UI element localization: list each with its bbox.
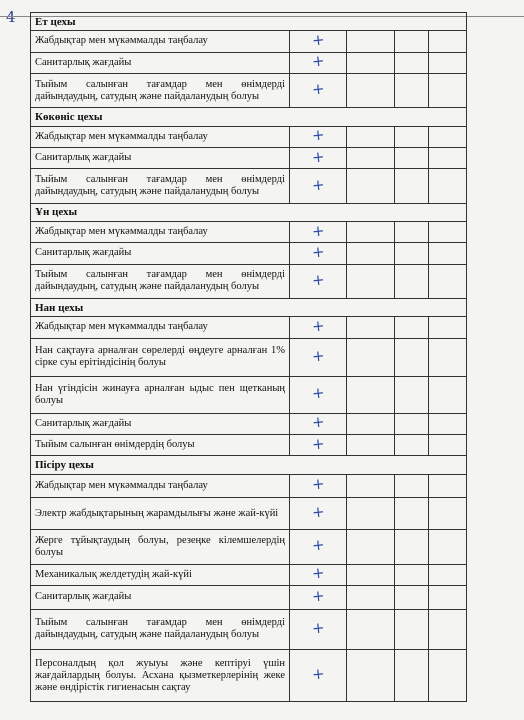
empty-cell-c: [429, 650, 467, 702]
checklist-row: [31, 264, 467, 298]
section-title: Көкөніс цехы: [31, 108, 467, 126]
checklist-row: [31, 147, 467, 168]
empty-cell-b: [395, 126, 429, 147]
page-number: 4: [6, 8, 16, 26]
section-header-row: [31, 203, 467, 221]
empty-cell-b: [395, 609, 429, 650]
compliance-mark-cell: [290, 474, 347, 498]
checklist-row: [31, 317, 467, 338]
empty-cell-a: [347, 169, 395, 203]
handwritten-plus-mark: +: [310, 502, 326, 522]
compliance-mark-cell: [290, 264, 347, 298]
checklist-row: [31, 169, 467, 203]
empty-cell-b: [395, 169, 429, 203]
compliance-mark-cell: [290, 609, 347, 650]
empty-cell-a: [347, 609, 395, 650]
compliance-mark-cell: [290, 498, 347, 530]
empty-cell-b: [395, 586, 429, 610]
checklist-item-label: Жабдықтар мен мүкәммалды таңбалау: [31, 317, 290, 338]
section-header-row: [31, 456, 467, 474]
compliance-mark-cell: [290, 243, 347, 264]
empty-cell-b: [395, 74, 429, 108]
empty-cell-b: [395, 474, 429, 498]
checklist-row: [31, 586, 467, 610]
checklist-item-label: Тыйым салынған тағамдар мен өнімдерді дайындаудың, сатудың және пайдаланудың болуы: [31, 74, 290, 108]
checklist-row: [31, 221, 467, 242]
handwritten-plus-mark: +: [310, 270, 326, 290]
empty-cell-a: [347, 126, 395, 147]
empty-cell-c: [429, 243, 467, 264]
empty-cell-b: [395, 435, 429, 456]
empty-cell-c: [429, 74, 467, 108]
checklist-row: [31, 52, 467, 73]
empty-cell-b: [395, 530, 429, 564]
checklist-row: [31, 126, 467, 147]
section-header-row: [31, 298, 467, 316]
handwritten-plus-mark: +: [310, 535, 326, 556]
empty-cell-b: [395, 264, 429, 298]
empty-cell-c: [429, 126, 467, 147]
checklist-body: [31, 13, 467, 702]
inspection-checklist: [30, 12, 466, 702]
handwritten-plus-mark: +: [310, 383, 326, 403]
empty-cell-b: [395, 243, 429, 264]
checklist-item-label: Жабдықтар мен мүкәммалды таңбалау: [31, 31, 290, 52]
checklist-row: [31, 564, 467, 585]
empty-cell-b: [395, 413, 429, 434]
compliance-mark-cell: [290, 31, 347, 52]
checklist-item-label: Санитарлық жағдайы: [31, 413, 290, 434]
empty-cell-c: [429, 31, 467, 52]
empty-cell-b: [395, 377, 429, 413]
empty-cell-a: [347, 586, 395, 610]
compliance-mark-cell: [290, 530, 347, 564]
checklist-item-label: Тыйым салынған өнімдердің болуы: [31, 435, 290, 456]
empty-cell-c: [429, 586, 467, 610]
empty-cell-c: [429, 498, 467, 530]
checklist-row: [31, 498, 467, 530]
checklist-item-label: Тыйым салынған тағамдар мен өнімдерді дайындаудың, сатудың және пайдаланудың болуы: [31, 609, 290, 650]
checklist-item-label: Нан сақтауға арналған сөрелерді өңдеуге арналған 1% сірке суы ерітіндісінің болуы: [31, 338, 290, 377]
empty-cell-a: [347, 221, 395, 242]
empty-cell-a: [347, 31, 395, 52]
handwritten-plus-mark: +: [310, 51, 326, 71]
checklist-item-label: Нан үгіндісін жинауға арналған ыдыс пен щетканың болуы: [31, 377, 290, 413]
checklist-row: [31, 474, 467, 498]
empty-cell-b: [395, 317, 429, 338]
section-title: Пісіру цехы: [31, 456, 467, 474]
empty-cell-c: [429, 338, 467, 377]
checklist-item-label: Персоналдың қол жуыуы және кептіруі үшін жағдайлардың болуы. Асхана қызметкерлерінің жеке және өндірістік гигиенасын сақтау: [31, 650, 290, 702]
empty-cell-b: [395, 338, 429, 377]
checklist-item-label: Жабдықтар мен мүкәммалды таңбалау: [31, 474, 290, 498]
handwritten-plus-mark: +: [310, 412, 326, 432]
handwritten-plus-mark: +: [310, 125, 326, 145]
empty-cell-b: [395, 650, 429, 702]
handwritten-plus-mark: +: [310, 242, 326, 262]
section-header-row: [31, 108, 467, 126]
checklist-row: [31, 74, 467, 108]
compliance-mark-cell: [290, 377, 347, 413]
handwritten-plus-mark: +: [310, 664, 326, 684]
empty-cell-b: [395, 221, 429, 242]
checklist-row: [31, 338, 467, 377]
section-title: Ет цехы: [31, 13, 467, 31]
empty-cell-a: [347, 74, 395, 108]
empty-cell-b: [395, 498, 429, 530]
checklist-item-label: Санитарлық жағдайы: [31, 52, 290, 73]
empty-cell-c: [429, 530, 467, 564]
empty-cell-a: [347, 413, 395, 434]
empty-cell-a: [347, 317, 395, 338]
compliance-mark-cell: [290, 169, 347, 203]
checklist-item-label: Тыйым салынған тағамдар мен өнімдерді дайындаудың, сатудың және пайдаланудың болуы: [31, 169, 290, 203]
empty-cell-c: [429, 169, 467, 203]
empty-cell-c: [429, 221, 467, 242]
section-title: Нан цехы: [31, 298, 467, 316]
compliance-mark-cell: [290, 147, 347, 168]
handwritten-plus-mark: +: [310, 174, 326, 195]
handwritten-plus-mark: +: [310, 346, 326, 366]
compliance-mark-cell: [290, 221, 347, 242]
handwritten-plus-mark: +: [310, 316, 326, 336]
empty-cell-a: [347, 435, 395, 456]
empty-cell-c: [429, 413, 467, 434]
empty-cell-c: [429, 147, 467, 168]
empty-cell-c: [429, 52, 467, 73]
empty-cell-c: [429, 609, 467, 650]
section-title: Ұн цехы: [31, 203, 467, 221]
handwritten-plus-mark: +: [310, 474, 326, 495]
empty-cell-c: [429, 264, 467, 298]
checklist-row: [31, 609, 467, 650]
checklist-item-label: Электр жабдықтарының жарамдылығы және жай-күйі: [31, 498, 290, 530]
empty-cell-c: [429, 564, 467, 585]
compliance-mark-cell: [290, 564, 347, 585]
handwritten-plus-mark: +: [310, 220, 326, 241]
empty-cell-a: [347, 530, 395, 564]
handwritten-plus-mark: +: [310, 147, 326, 167]
handwritten-plus-mark: +: [310, 563, 326, 583]
compliance-mark-cell: [290, 435, 347, 456]
compliance-mark-cell: [290, 52, 347, 73]
compliance-mark-cell: [290, 74, 347, 108]
empty-cell-a: [347, 147, 395, 168]
compliance-mark-cell: [290, 338, 347, 377]
checklist-row: [31, 650, 467, 702]
empty-cell-b: [395, 147, 429, 168]
empty-cell-a: [347, 377, 395, 413]
empty-cell-c: [429, 474, 467, 498]
empty-cell-a: [347, 650, 395, 702]
empty-cell-b: [395, 564, 429, 585]
empty-cell-a: [347, 474, 395, 498]
checklist-row: [31, 413, 467, 434]
checklist-item-label: Санитарлық жағдайы: [31, 243, 290, 264]
empty-cell-a: [347, 338, 395, 377]
empty-cell-c: [429, 377, 467, 413]
empty-cell-a: [347, 243, 395, 264]
section-header-row: [31, 13, 467, 31]
compliance-mark-cell: [290, 126, 347, 147]
empty-cell-a: [347, 264, 395, 298]
handwritten-plus-mark: +: [310, 586, 326, 606]
compliance-mark-cell: [290, 317, 347, 338]
checklist-row: [31, 530, 467, 564]
checklist-item-label: Жабдықтар мен мүкәммалды таңбалау: [31, 126, 290, 147]
handwritten-plus-mark: +: [310, 618, 326, 638]
empty-cell-b: [395, 31, 429, 52]
handwritten-plus-mark: +: [310, 30, 326, 50]
checklist-item-label: Тыйым салынған тағамдар мен өнімдерді дайындаудың, сатудың және пайдаланудың болуы: [31, 264, 290, 298]
empty-cell-a: [347, 564, 395, 585]
checklist-row: [31, 243, 467, 264]
empty-cell-c: [429, 435, 467, 456]
checklist-item-label: Жерге тұйықтаудың болуы, резеңке кілемшелердің болуы: [31, 530, 290, 564]
compliance-mark-cell: [290, 650, 347, 702]
empty-cell-a: [347, 52, 395, 73]
checklist-row: [31, 435, 467, 456]
checklist-row: [31, 377, 467, 413]
checklist-item-label: Санитарлық жағдайы: [31, 147, 290, 168]
compliance-mark-cell: [290, 586, 347, 610]
empty-cell-c: [429, 317, 467, 338]
checklist-item-label: Жабдықтар мен мүкәммалды таңбалау: [31, 221, 290, 242]
checklist-item-label: Механикалық желдетудің жай-күйі: [31, 564, 290, 585]
handwritten-plus-mark: +: [310, 434, 326, 454]
handwritten-plus-mark: +: [310, 79, 326, 99]
empty-cell-a: [347, 498, 395, 530]
checklist-row: [31, 31, 467, 52]
compliance-mark-cell: [290, 413, 347, 434]
empty-cell-b: [395, 52, 429, 73]
checklist-item-label: Санитарлық жағдайы: [31, 586, 290, 610]
